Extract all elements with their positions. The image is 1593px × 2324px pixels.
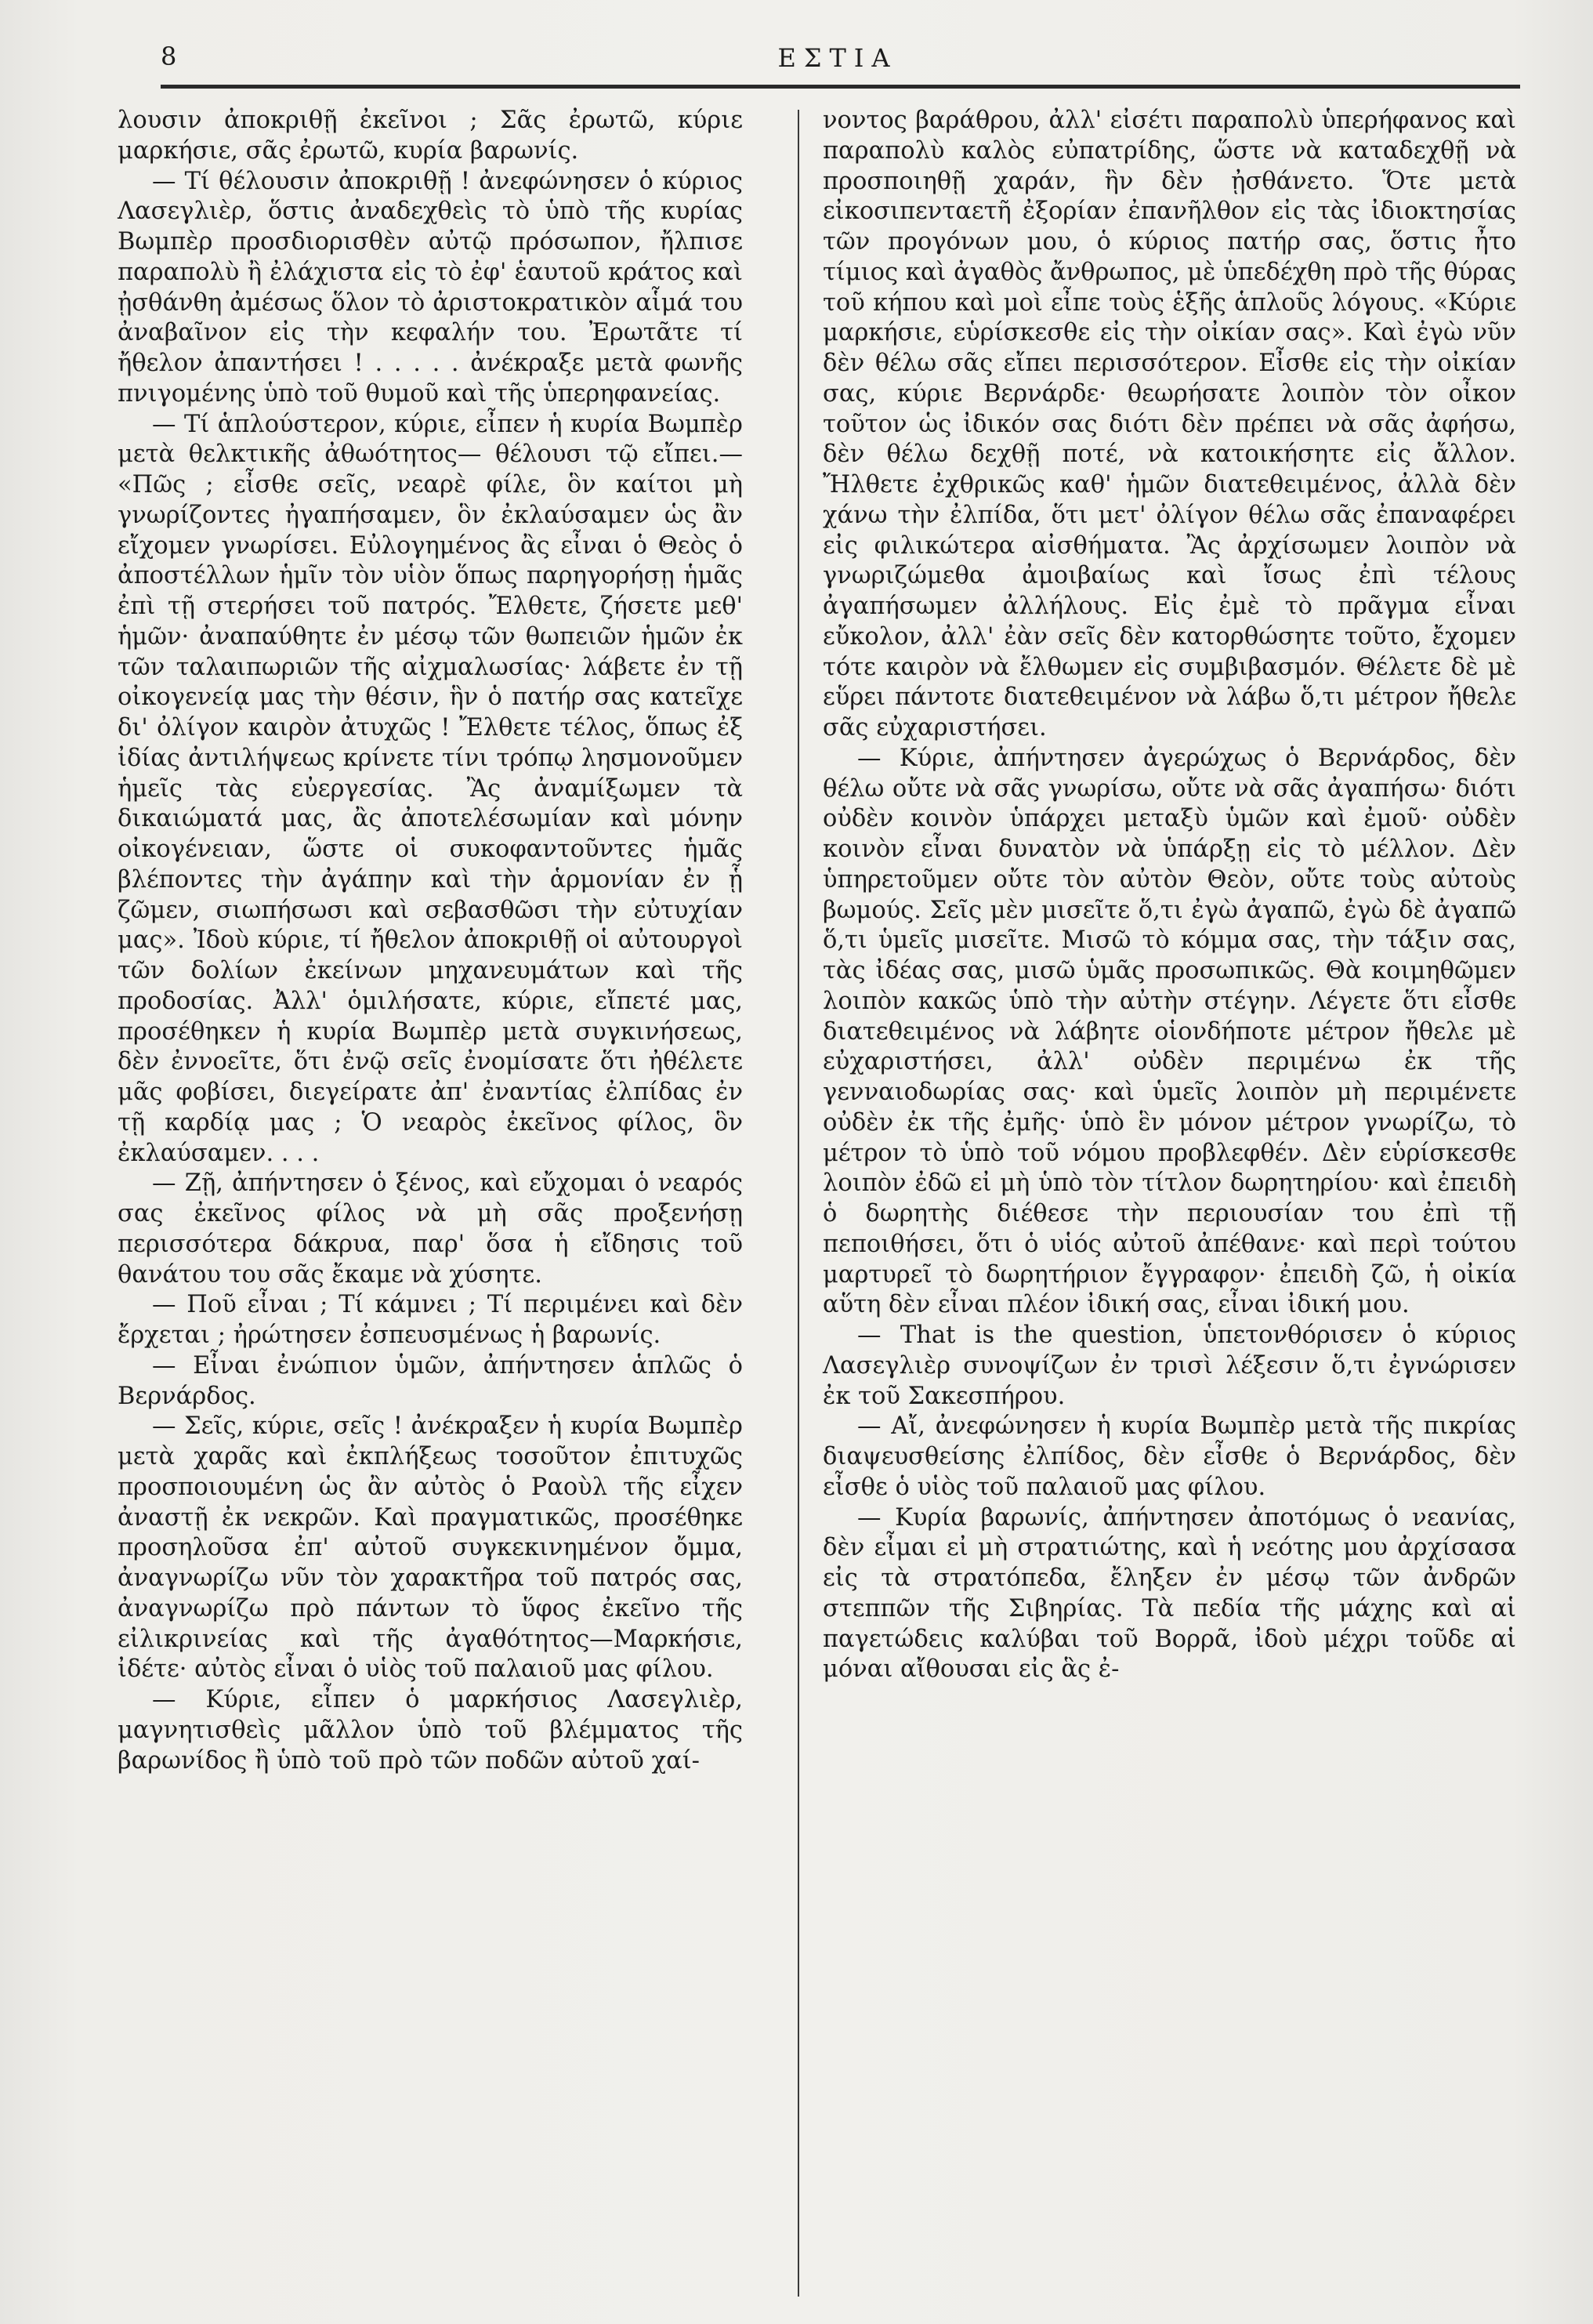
- paragraph: νοντος βαράθρου, ἀλλ' εἰσέτι παραπολὺ ὑπερήφανος καὶ παραπολὺ καλὸς εὐπατρίδης, ὥστε νὰ καταδεχθῇ νὰ προσποιηθῇ χαράν, ἣν δὲν ᾐσθάνετο. Ὅτε μετὰ εἰκοσιπενταετῆ ἐξορίαν ἐπανῆλθον εἰς τὰς ἰδιοκτησίας τῶν προγόνων μου, ὁ κύριος πατήρ σας, ὅστις ἦτο τίμιος καὶ ἀγαθὸς ἄνθρωπος, μὲ ὑπεδέχθη πρὸ τῆς θύρας τοῦ κήπου καὶ μοὶ εἶπε τοὺς ἑξῆς ἁπλοῦς λόγους. «Κύριε μαρκήσιε, εὑρίσκεσθε εἰς τὴν οἰκίαν σας». Καὶ ἐγὼ νῦν δὲν θέλω σᾶς εἴπει περισσότερον. Εἶσθε εἰς τὴν οἰκίαν σας, κύριε Βερνάρδε· θεωρήσατε λοιπὸν τὸν οἶκον τοῦτον ὡς ἰδικόν σας διότι δὲν πρέπει νὰ σᾶς ἀφήσω, δὲν θέλω δεχθῇ ποτέ, νὰ κατοικήσητε εἰς ἄλλον. Ἤλθετε ἐχθρικῶς καθ' ἡμῶν διατεθειμένος, ἀλλὰ δὲν χάνω τὴν ἐλπίδα, ὅτι μετ' ὀλίγον θέλω σᾶς ἐπαναφέρει εἰς φιλικώτερα αἰσθήματα. Ἂς ἀρχίσωμεν λοιπὸν νὰ γνωριζώμεθα ἀμοιβαίως καὶ ἴσως ἐπὶ τέλους ἀγαπήσωμεν ἀλλήλους. Εἰς ἐμὲ τὸ πρᾶγμα εἶναι εὔκολον, ἀλλ' ἐὰν σεῖς δὲν κατορθώσητε τοῦτο, ἔχομεν τότε καιρὸν νὰ ἔλθωμεν εἰς συμβιβασμόν. Θέλετε δὲ μὲ εὕρει πάντοτε διατεθειμένον νὰ λάβω ὅ,τι μέτρον ἤθελε σᾶς εὐχαριστήσει.: [823, 107, 1516, 741]
- paragraph: — Τί θέλουσιν ἀποκριθῇ ! ἀνεφώνησεν ὁ κύριος Λασεγλιὲρ, ὅστις ἀναδεχθεὶς τὸ ὑπὸ τῆς κυρίας Βωμπὲρ προσδιορισθὲν αὐτῷ πρόσωπον, ἤλπισε παραπολὺ ἢ ἐλάχιστα εἰς τὸ ἐφ' ἑαυτοῦ κράτος καὶ ᾐσθάνθη ἀμέσως ὅλον τὸ ἀριστοκρατικὸν αἷμά του ἀναβαῖνον εἰς τὴν κεφαλήν του. Ἐρωτᾶτε τί ἤθελον ἀπαντήσει ! . . . . . ἀνέκραξε μετὰ φωνῆς πνιγομένης ὑπὸ τοῦ θυμοῦ καὶ τῆς ὑπερηφανείας.: [118, 167, 743, 408]
- paragraph: — Ποῦ εἶναι ; Τί κάμνει ; Τί περιμένει καὶ δὲν ἔρχεται ; ἠρώτησεν ἐσπευσμένως ἡ βαρωνίς.: [118, 1291, 743, 1349]
- paragraph: — Ζῇ, ἀπήντησεν ὁ ξένος, καὶ εὔχομαι ὁ νεαρός σας ἐκεῖνος φίλος νὰ μὴ σᾶς προξενήσῃ περισσότερα δάκρυα, παρ' ὅσα ἡ εἴδησις τοῦ θανάτου του σᾶς ἔκαμε νὰ χύσητε.: [118, 1169, 743, 1289]
- paragraph: — That is the question, ὑπετονθόρισεν ὁ κύριος Λασεγλιὲρ συνοψίζων ἐν τρισὶ λέξεσιν ὅ,τι ἐγνώρισεν ἐκ τοῦ Σακεσπήρου.: [823, 1322, 1516, 1410]
- page-header: [161, 41, 1515, 80]
- left-column: [118, 106, 743, 1776]
- paragraph: — Κύριε, εἶπεν ὁ μαρκήσιος Λασεγλιὲρ, μαγνητισθεὶς μᾶλλον ὑπὸ τοῦ βλέμματος τῆς βαρωνίδος ἢ ὑπὸ τοῦ πρὸ τῶν ποδῶν αὐτοῦ χαί-: [118, 1686, 743, 1775]
- header-rule: [161, 85, 1520, 89]
- right-column: [823, 106, 1516, 1685]
- paragraph: — Αἴ, ἀνεφώνησεν ἡ κυρία Βωμπὲρ μετὰ τῆς πικρίας διαψευσθείσης ἐλπίδος, δὲν εἶσθε ὁ Βερνάρδος, δὲν εἶσθε ὁ υἱὸς τοῦ παλαιοῦ μας φίλου.: [823, 1412, 1516, 1501]
- paragraph: — Εἶναι ἐνώπιον ὑμῶν, ἀπήντησεν ἁπλῶς ὁ Βερνάρδος.: [118, 1351, 743, 1410]
- paragraph: — Κυρία βαρωνίς, ἀπήντησεν ἀποτόμως ὁ νεανίας, δὲν εἶμαι εἰ μὴ στρατιώτης, καὶ ἡ νεότης μου ἀρχίσασα εἰς τὰ στρατόπεδα, ἔληξεν ἐν μέσῳ τῶν ἀνδρῶν στεππῶν τῆς Σιβηρίας. Τὰ πεδία τῆς μάχης καὶ αἱ παγετώδεις καλύβαι τοῦ Βορρᾶ, ἰδοὺ μέχρι τοῦδε αἱ μόναι αἴθουσαι εἰς ἃς ἐ-: [823, 1503, 1516, 1684]
- paragraph: — Τί ἁπλούστερον, κύριε, εἶπεν ἡ κυρία Βωμπὲρ μετὰ θελκτικῆς ἀθωότητος— θέλουσι τῷ εἴπει.— «Πῶς ; εἶσθε σεῖς, νεαρὲ φίλε, ὃν καίτοι μὴ γνωρίζοντες ἠγαπήσαμεν, ὃν ἐκλαύσαμεν ὡς ἂν εἴχομεν γνωρίσει. Εὐλογημένος ἂς εἶναι ὁ Θεὸς ὁ ἀποστέλλων ἡμῖν τὸν υἱὸν ὅπως παρηγορήσῃ ἡμᾶς ἐπὶ τῇ στερήσει τοῦ πατρός. Ἔλθετε, ζήσετε μεθ' ἡμῶν· ἀναπαύθητε ἐν μέσῳ τῶν θωπειῶν ἡμῶν ἐκ τῶν ταλαιπωριῶν τῆς αἰχμαλωσίας· λάβετε ἐν τῇ οἰκογενείᾳ μας τὴν θέσιν, ἣν ὁ πατήρ σας κατεῖχε δι' ὀλίγον καιρὸν ἀτυχῶς ! Ἔλθετε τέλος, ὅπως ἐξ ἰδίας ἀντιλήψεως κρίνετε τίνι τρόπῳ λησμονοῦμεν ἡμεῖς τὰς εὐεργεσίας. Ἂς ἀναμίξωμεν τὰ δικαιώματά μας, ἂς ἀποτελέσωμίαν καὶ μόνην οἰκογένειαν, ὥστε οἱ συκοφαντοῦντες ἡμᾶς βλέποντες τὴν ἀγάπην καὶ τὴν ἁρμονίαν ἐν ᾗ ζῶμεν, σιωπήσωσι καὶ σεβασθῶσι τὴν εὐτυχίαν μας». Ἰδοὺ κύριε, τί ἤθελον ἀποκριθῇ οἱ αὐτουργοὶ τῶν δολίων ἐκείνων μηχανευμάτων καὶ τῆς προδοσίας. Ἀλλ' ὁμιλήσατε, κύριε, εἴπετέ μας, προσέθηκεν ἡ κυρία Βωμπὲρ μετὰ συγκινήσεως, δὲν ἐννοεῖτε, ὅτι ἐνῷ σεῖς ἐνομίσατε ὅτι ἠθέλετε μᾶς φοβίσει, διεγείρατε ἀπ' ἐναντίας ἐλπίδας ἐν τῇ καρδίᾳ μας ; Ὁ νεαρὸς ἐκεῖνος φίλος, ὃν ἐκλαύσαμεν. . . .: [118, 410, 743, 1167]
- page-number: 8: [161, 42, 177, 71]
- journal-title: ΕΣΤΙΑ: [777, 43, 898, 73]
- paragraph: — Κύριε, ἀπήντησεν ἀγερώχως ὁ Βερνάρδος, δὲν θέλω οὔτε νὰ σᾶς γνωρίσω, οὔτε νὰ σᾶς ἀγαπήσω· διότι οὐδὲν κοινὸν ὑπάρχει μεταξὺ ὑμῶν καὶ ἐμοῦ· οὐδὲν κοινὸν εἶναι δυνατὸν νὰ ὑπάρξῃ εἰς τὸ μέλλον. Δὲν ὑπηρετοῦμεν οὔτε τὸν αὐτὸν Θεὸν, οὔτε τοὺς αὐτοὺς βωμούς. Σεῖς μὲν μισεῖτε ὅ,τι ἐγὼ ἀγαπῶ, ἐγὼ δὲ ἀγαπῶ ὅ,τι ὑμεῖς μισεῖτε. Μισῶ τὸ κόμμα σας, τὴν τάξιν σας, τὰς ἰδέας σας, μισῶ ὑμᾶς προσωπικῶς. Θὰ κοιμηθῶμεν λοιπὸν κακῶς ὑπὸ τὴν αὐτὴν στέγην. Λέγετε ὅτι εἶσθε διατεθειμένος νὰ λάβητε οἱονδήποτε μέτρον ἤθελε μὲ εὐχαριστήσει, ἀλλ' οὐδὲν περιμένω ἐκ τῆς γενναιοδωρίας σας· καὶ ὑμεῖς λοιπὸν μὴ περιμένετε οὐδὲν ἐκ τῆς ἐμῆς· ὑπὸ ἓν μόνον μέτρον γνωρίζω, τὸ μέτρον τὸ ὑπὸ τοῦ νόμου προβλεφθέν. Δὲν εὑρίσκεσθε λοιπὸν ἐδῶ εἰ μὴ ὑπὸ τὸν τίτλον δωρητηρίου· καὶ ἐπειδὴ ὁ δωρητὴς διέθεσε τὴν περιουσίαν του ἐπὶ τῇ πεποιθήσει, ὅτι ὁ υἱός αὐτοῦ ἀπέθανε· καὶ περὶ τούτου μαρτυρεῖ τὸ δωρητήριον ἔγγραφον· ἐπειδὴ ζῶ, ἡ οἰκία αὕτη δὲν εἶναι πλέον ἰδική σας, εἶναι ἰδική μου.: [823, 744, 1516, 1319]
- paragraph: — Σεῖς, κύριε, σεῖς ! ἀνέκραξεν ἡ κυρία Βωμπὲρ μετὰ χαρᾶς καὶ ἐκπλήξεως τοσοῦτον ἐπιτυχῶς προσποιουμένη ὡς ἂν αὐτὸς ὁ Ραοὺλ τῆς εἶχεν ἀναστῇ ἐκ νεκρῶν. Καὶ πραγματικῶς, προσέθηκε προσηλοῦσα ἐπ' αὐτοῦ συγκεκινημένον ὄμμα, ἀναγνωρίζω νῦν τὸν χαρακτῆρα τοῦ πατρός σας, ἀναγνωρίζω πρὸ πάντων τὸ ὕφος ἐκεῖνο τῆς εἰλικρινείας καὶ τῆς ἀγαθότητος—Μαρκήσιε, ἰδέτε· αὐτὸς εἶναι ὁ υἱὸς τοῦ παλαιοῦ μας φίλου.: [118, 1412, 743, 1684]
- paragraph: λουσιν ἀποκριθῇ ἐκεῖνοι ; Σᾶς ἐρωτῶ, κύριε μαρκήσιε, σᾶς ἐρωτῶ, κυρία βαρωνίς.: [118, 107, 743, 165]
- column-divider: [798, 110, 799, 2297]
